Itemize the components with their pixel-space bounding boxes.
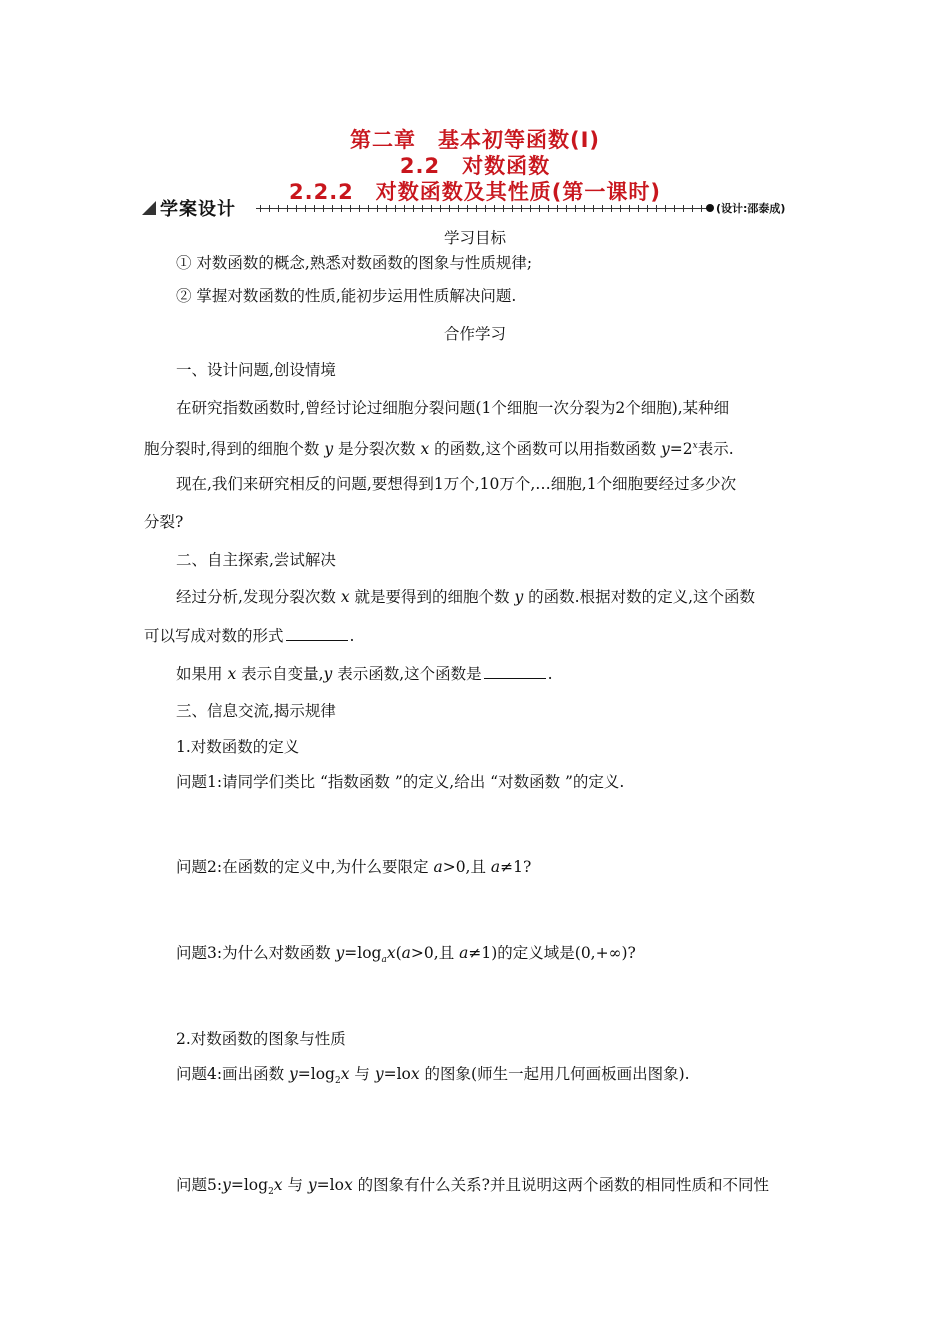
banner-divider-tick (548, 205, 549, 212)
part1-heading: 一、设计问题,创设情境 (176, 361, 336, 379)
part3-heading: 三、信息交流,揭示规律 (176, 702, 336, 720)
banner-divider-tick (260, 205, 261, 212)
banner-divider-tick (395, 205, 396, 212)
banner-divider-tick (602, 205, 603, 212)
part1-paragraph1-line2: 胞分裂时,得到的细胞个数 y 是分裂次数 x 的函数,这个函数可以用指数函数 $y=2^x$表示. (144, 440, 734, 459)
banner-divider-tick (422, 205, 423, 212)
banner-divider-tick (413, 205, 414, 212)
banner-divider-tick (287, 205, 288, 212)
banner-divider-tick (476, 205, 477, 212)
banner-divider-tick (431, 205, 432, 212)
banner-divider-tick (332, 205, 333, 212)
question-3: 问题3:为什么对数函数 $y=\log_ax(a>0$,且 a≠1)的定义域是(0,+∞)? (176, 944, 636, 966)
section1-heading: 1.对数函数的定义 (176, 738, 300, 756)
question-1: 问题1:请同学们类比 “指数函数 ”的定义,给出 “对数函数 ”的定义. (176, 773, 625, 791)
banner-divider-tick (440, 205, 441, 212)
chapter-title: 第二章 基本初等函数(Ⅰ) (349, 128, 600, 152)
banner-divider-tick (368, 205, 369, 212)
banner-divider-tick (296, 205, 297, 212)
banner-divider-tick (575, 205, 576, 212)
banner-divider-tick (692, 205, 693, 212)
banner-divider-tick (593, 205, 594, 212)
answer-blank-1[interactable] (286, 626, 348, 641)
banner-divider-tick (656, 205, 657, 212)
banner-divider-tick (377, 205, 378, 212)
part2-paragraph1-line1: 经过分析,发现分裂次数 x 就是要得到的细胞个数 y 的函数.根据对数的定义,这个函数 (176, 588, 756, 606)
banner-divider (256, 208, 708, 209)
part2-paragraph2: 如果用 x 表示自变量,y 表示函数,这个函数是 . (176, 665, 553, 683)
banner-divider-tick (665, 205, 666, 212)
part2-paragraph1-line2: 可以写成对数的形式 . (144, 627, 355, 645)
banner-divider-tick (611, 205, 612, 212)
goal-item-1: ① 对数函数的概念,熟悉对数函数的图象与性质规律; (176, 254, 533, 272)
banner-divider-tick (512, 205, 513, 212)
question-2: 问题2:在函数的定义中,为什么要限定 a>0,且 a≠1? (176, 858, 532, 876)
banner-dot-icon (706, 204, 714, 212)
banner-divider-tick (530, 205, 531, 212)
banner-divider-tick (503, 205, 504, 212)
banner-divider-tick (269, 205, 270, 212)
banner-divider-tick (638, 205, 639, 212)
section2-heading: 2.对数函数的图象与性质 (176, 1030, 346, 1048)
banner-divider-tick (620, 205, 621, 212)
banner-divider-tick (521, 205, 522, 212)
banner-credit: (设计:邵泰成) (716, 202, 786, 215)
banner-divider-tick (467, 205, 468, 212)
banner-divider-tick (674, 205, 675, 212)
banner-divider-tick (701, 205, 702, 212)
banner-divider-tick (566, 205, 567, 212)
banner-label: 学案设计 (160, 199, 236, 220)
banner-divider-tick (386, 205, 387, 212)
banner-triangle-icon (142, 201, 156, 215)
answer-blank-2[interactable] (484, 664, 546, 679)
question-4: 问题4:画出函数 $y=\log_2x$ 与 y=lox 的图象(师生一起用几何画板画出图象). (176, 1065, 690, 1087)
goal-item-2: ② 掌握对数函数的性质,能初步运用性质解决问题. (176, 287, 517, 305)
banner-divider-tick (485, 205, 486, 212)
part1-paragraph2-line2: 分裂? (144, 513, 184, 531)
banner-divider-tick (350, 205, 351, 212)
banner-divider-tick (305, 205, 306, 212)
banner-divider-tick (359, 205, 360, 212)
banner-divider-tick (341, 205, 342, 212)
goals-heading: 学习目标 (443, 229, 506, 247)
banner-divider-tick (449, 205, 450, 212)
question-5: 问题$5:y=\log_2x$ 与 y=lox 的图象有什么关系?并且说明这两个函数的相同性质和不同性 (176, 1176, 769, 1198)
banner-divider-tick (557, 205, 558, 212)
part2-heading: 二、自主探索,尝试解决 (176, 551, 336, 569)
banner-divider-tick (314, 205, 315, 212)
banner-divider-tick (629, 205, 630, 212)
banner-divider-tick (404, 205, 405, 212)
part1-paragraph2-line1: 现在,我们来研究相反的问题,要想得到1万个,10万个,…细胞,1个细胞要经过多少次 (176, 475, 737, 493)
banner-divider-tick (647, 205, 648, 212)
subsection-title: 2.2.2 对数函数及其性质(第一课时) (289, 180, 661, 204)
part1-paragraph1-line1: 在研究指数函数时,曾经讨论过细胞分裂问题(1个细胞一次分裂为2个细胞),某种细 (176, 399, 730, 417)
banner-divider-tick (539, 205, 540, 212)
banner-divider-tick (584, 205, 585, 212)
banner-divider-tick (683, 205, 684, 212)
banner-divider-tick (494, 205, 495, 212)
banner-divider-tick (278, 205, 279, 212)
coop-heading: 合作学习 (443, 325, 506, 343)
section-title: 2.2 对数函数 (399, 154, 551, 178)
banner-divider-tick (458, 205, 459, 212)
banner-divider-tick (323, 205, 324, 212)
